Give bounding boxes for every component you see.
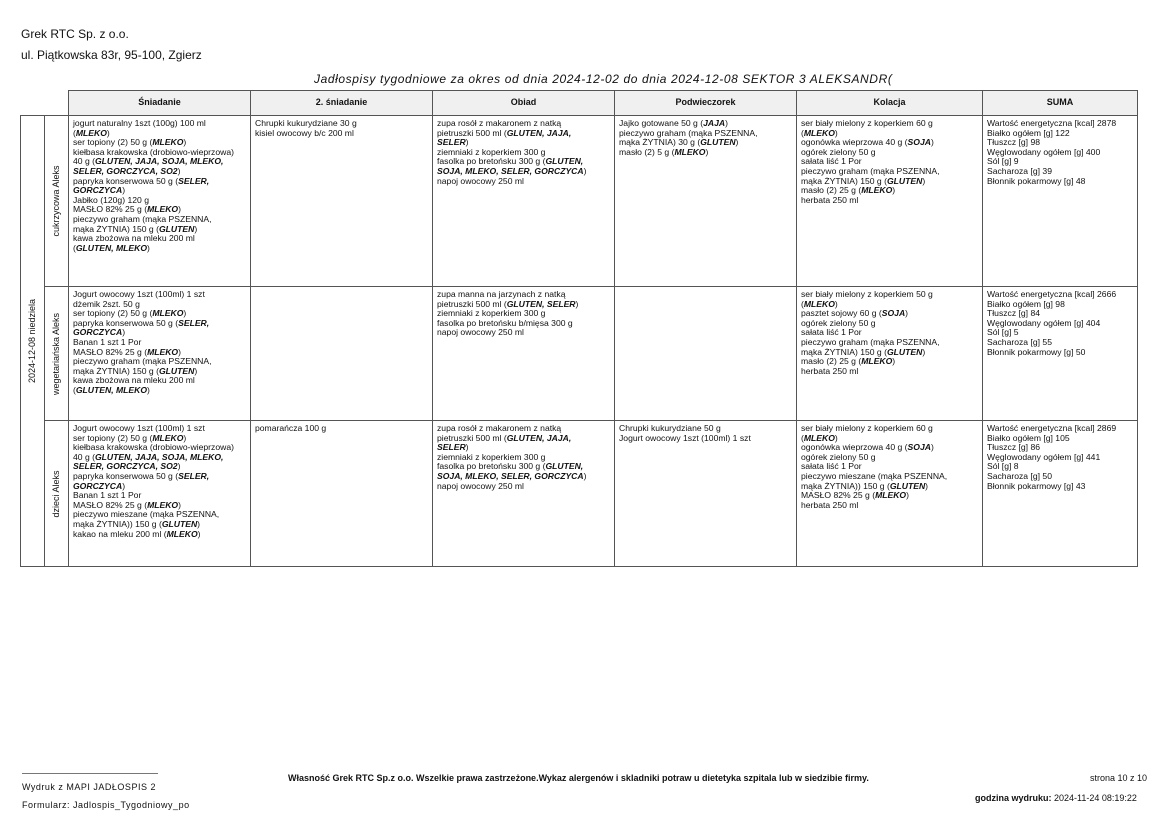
menu-line: (GLUTEN, MLEKO) xyxy=(73,384,150,395)
menu-line: ser topiony (2) 50 g (MLEKO) xyxy=(73,137,187,148)
menu-line: papryka konserwowa 50 g (SELER, xyxy=(73,317,210,328)
menu-line: SELER, GORCZYCA, SO2) xyxy=(73,461,181,472)
nutrition-line: Węglowodany ogółem [g] 404 xyxy=(987,317,1101,328)
menu-line: ziemniaki z koperkiem 300 g xyxy=(437,308,546,319)
menu-line: pieczywo graham (mąka PSZENNA, xyxy=(801,165,940,176)
menu-line: napoj owocowy 250 ml xyxy=(437,480,524,491)
company-info xyxy=(21,24,202,66)
menu-line: sałata liść 1 Por xyxy=(801,156,862,167)
company-address: ul. Piątkowska 83r, 95-100, Zgierz xyxy=(21,48,202,62)
menu-line: fasolka po bretońsku 300 g (GLUTEN, xyxy=(437,156,584,167)
obiad-cell xyxy=(433,421,615,567)
nutrition-line: Tłuszcz [g] 84 xyxy=(987,308,1041,319)
nutrition-line: Białko ogółem [g] 122 xyxy=(987,127,1070,138)
menu-line: Jogurt owocowy 1szt (100ml) 1 szt xyxy=(619,432,751,443)
menu-line: kisiel owocowy b/c 200 ml xyxy=(255,127,354,138)
column-header-kolacja: Kolacja xyxy=(797,91,983,116)
menu-line: mąka ŻYTNIA) 30 g (GLUTEN) xyxy=(619,137,739,148)
menu-line: SELER) xyxy=(437,137,469,148)
menu-table xyxy=(20,90,1138,567)
table-row xyxy=(21,116,1138,287)
menu-line: Chrupki kukurydziane 50 g xyxy=(619,423,721,433)
menu-line: masło (2) 25 g (MLEKO) xyxy=(801,185,896,196)
menu-line: pomarańcza 100 g xyxy=(255,423,327,433)
menu-line: Banan 1 szt 1 Por xyxy=(73,336,142,347)
obiad-cell xyxy=(433,287,615,421)
sniadanie2-cell xyxy=(251,116,433,287)
menu-line: Banan 1 szt 1 Por xyxy=(73,490,142,501)
menu-line: pieczywo graham (mąka PSZENNA, xyxy=(619,127,758,138)
menu-line: pietruszki 500 ml (GLUTEN, JAJA, xyxy=(437,127,572,138)
document-title: Jadłospisy tygodniowe za okres od dnia 2024-12-02 do dnia 2024-12-08 SEKTOR 3 ALEKSANDR( xyxy=(314,72,893,86)
nutrition-line: Sól [g] 5 xyxy=(987,327,1019,338)
menu-line: mąka ŻYTNIA) 150 g (GLUTEN) xyxy=(73,365,198,376)
blank-cell xyxy=(45,91,69,116)
sniadanie2-cell xyxy=(251,287,433,421)
diet-cell xyxy=(45,287,69,421)
footer-ownership: Własność Grek RTC Sp.z o.o. Wszelkie prawa zastrzeżone.Wykaz alergenów i skladniki potraw u dietetyka szpitala lub w siedzibie firmy. xyxy=(288,773,869,783)
diet-cell xyxy=(45,421,69,567)
kolacja-cell xyxy=(797,421,983,567)
table-row xyxy=(21,287,1138,421)
obiad-cell xyxy=(433,116,615,287)
menu-line: ser biały mielony z koperkiem 60 g xyxy=(801,423,933,433)
menu-line: GORCZYCA) xyxy=(73,327,126,338)
menu-line: Jogurt owocowy 1szt (100ml) 1 szt xyxy=(73,423,205,433)
blank-cell xyxy=(21,91,45,116)
menu-line: herbata 250 ml xyxy=(801,194,859,205)
menu-line: mąka ŻYTNIA) 150 g (GLUTEN) xyxy=(801,346,926,357)
menu-line: fasolka po bretońsku b/mięsa 300 g xyxy=(437,317,573,328)
menu-line: mąka ŻYTNIA)) 150 g (GLUTEN) xyxy=(801,480,929,491)
menu-line: ogonówka wieprzowa 40 g (SOJA) xyxy=(801,137,934,148)
column-header-podwieczorek: Podwieczorek xyxy=(615,91,797,116)
menu-line: Jabłko (120g) 120 g xyxy=(73,194,149,205)
menu-line: kakao na mleku 200 ml (MLEKO) xyxy=(73,528,201,539)
column-header-obiad: Obiad xyxy=(433,91,615,116)
menu-line: (MLEKO) xyxy=(801,127,838,138)
footer-form: Formularz: Jadlospis_Tygodniowy_po xyxy=(22,800,190,810)
menu-line: SOJA, MLEKO, SELER, GORCZYCA) xyxy=(437,165,587,176)
menu-line: mąka ŻYTNIA)) 150 g (GLUTEN) xyxy=(73,518,201,529)
menu-line: ogonówka wieprzowa 40 g (SOJA) xyxy=(801,442,934,453)
company-name: Grek RTC Sp. z o.o. xyxy=(21,27,129,41)
menu-line: pieczywo mieszane (mąka PSZENNA, xyxy=(73,509,220,520)
menu-line: 40 g (GLUTEN, JAJA, SOJA, MLEKO, xyxy=(73,451,224,462)
menu-line: pieczywo graham (mąka PSZENNA, xyxy=(801,336,940,347)
day-cell xyxy=(21,116,45,567)
menu-line: sałata liść 1 Por xyxy=(801,461,862,472)
menu-line: papryka konserwowa 50 g (SELER, xyxy=(73,470,210,481)
menu-line: (MLEKO) xyxy=(801,298,838,309)
nutrition-line: Wartość energetyczna [kcal] 2869 xyxy=(987,423,1117,433)
table-row xyxy=(21,421,1138,567)
menu-line: jogurt naturalny 1szt (100g) 100 ml xyxy=(73,118,206,128)
podwieczorek-cell xyxy=(615,287,797,421)
menu-line: ziemniaki z koperkiem 300 g xyxy=(437,146,546,157)
menu-line: kawa zbożowa na mleku 200 ml xyxy=(73,233,195,244)
menu-line: pietruszki 500 ml (GLUTEN, SELER) xyxy=(437,298,579,309)
menu-line: herbata 250 ml xyxy=(801,499,859,510)
nutrition-line: Sacharoza [g] 50 xyxy=(987,470,1052,481)
menu-line: zupa rosół z makaronem z natką xyxy=(437,423,562,433)
menu-line: (GLUTEN, MLEKO) xyxy=(73,242,150,253)
footer-print-time xyxy=(975,793,1137,803)
menu-line: GORCZYCA) xyxy=(73,480,126,491)
nutrition-line: Białko ogółem [g] 98 xyxy=(987,298,1065,309)
menu-line: (MLEKO) xyxy=(801,432,838,443)
column-header-suma: SUMA xyxy=(983,91,1138,116)
menu-line: zupa rosół z makaronem z natką xyxy=(437,118,562,128)
menu-line: Jajko gotowane 50 g (JAJA) xyxy=(619,118,728,128)
footer-printout: Wydruk z MAPI JADŁOSPIS 2 xyxy=(22,782,156,792)
footer-page-number: strona 10 z 10 xyxy=(1090,773,1148,783)
menu-line: napoj owocowy 250 ml xyxy=(437,327,524,338)
menu-line: Chrupki kukurydziane 30 g xyxy=(255,118,357,128)
menu-line: ziemniaki z koperkiem 300 g xyxy=(437,451,546,462)
menu-line: masło (2) 5 g (MLEKO) xyxy=(619,146,709,157)
menu-line: napoj owocowy 250 ml xyxy=(437,175,524,186)
menu-line: MASŁO 82% 25 g (MLEKO) xyxy=(73,346,181,357)
podwieczorek-cell xyxy=(615,421,797,567)
menu-line: sałata liść 1 Por xyxy=(801,327,862,338)
menu-line: pasztet sojowy 60 g (SOJA) xyxy=(801,308,909,319)
suma-cell xyxy=(983,116,1138,287)
day-label: 2024-12-08 niedziela xyxy=(26,298,37,384)
nutrition-line: Białko ogółem [g] 105 xyxy=(987,432,1070,443)
nutrition-line: Wartość energetyczna [kcal] 2878 xyxy=(987,118,1117,128)
menu-line: kiełbasa krakowska (drobiowo-wieprzowa) xyxy=(73,146,234,157)
menu-line: ser biały mielony z koperkiem 60 g xyxy=(801,118,933,128)
menu-line: zupa manna na jarzynach z natką xyxy=(437,289,566,299)
menu-line: pietruszki 500 ml (GLUTEN, JAJA, xyxy=(437,432,572,443)
kolacja-cell xyxy=(797,287,983,421)
menu-line: herbata 250 ml xyxy=(801,365,859,376)
header-row xyxy=(21,91,1138,116)
menu-line: GORCZYCA) xyxy=(73,185,126,196)
menu-line: 40 g (GLUTEN, JAJA, SOJA, MLEKO, xyxy=(73,156,224,167)
footer-divider xyxy=(22,773,158,774)
menu-line: kawa zbożowa na mleku 200 ml xyxy=(73,375,195,386)
column-header-sniadanie2: 2. śniadanie xyxy=(251,91,433,116)
menu-line: SELER, GORCZYCA, SO2) xyxy=(73,165,181,176)
menu-line: kiełbasa krakowska (drobiowo-wieprzowa) xyxy=(73,442,234,453)
menu-line: papryka konserwowa 50 g (SELER, xyxy=(73,175,210,186)
menu-line: MASŁO 82% 25 g (MLEKO) xyxy=(801,490,909,501)
nutrition-line: Błonnik pokarmowy [g] 48 xyxy=(987,175,1086,186)
menu-line: ogórek zielony 50 g xyxy=(801,317,876,328)
nutrition-line: Węglowodany ogółem [g] 441 xyxy=(987,451,1101,462)
nutrition-line: Sól [g] 9 xyxy=(987,156,1019,167)
menu-line: ser biały mielony z koperkiem 50 g xyxy=(801,289,933,299)
menu-line: SELER) xyxy=(437,442,469,453)
menu-line: masło (2) 25 g (MLEKO) xyxy=(801,356,896,367)
menu-line: Jogurt owocowy 1szt (100ml) 1 szt xyxy=(73,289,205,299)
diet-cell xyxy=(45,116,69,287)
menu-line: MASŁO 82% 25 g (MLEKO) xyxy=(73,499,181,510)
column-header-sniadanie: Śniadanie xyxy=(69,91,251,116)
diet-label: dzieci Aleks xyxy=(50,469,61,518)
menu-line: ogórek zielony 50 g xyxy=(801,146,876,157)
menu-line: MASŁO 82% 25 g (MLEKO) xyxy=(73,204,181,215)
footer-left xyxy=(22,773,202,814)
nutrition-line: Tłuszcz [g] 98 xyxy=(987,137,1041,148)
nutrition-line: Sacharoza [g] 55 xyxy=(987,336,1052,347)
nutrition-line: Sacharoza [g] 39 xyxy=(987,165,1052,176)
suma-cell xyxy=(983,421,1138,567)
menu-line: ogórek zielony 50 g xyxy=(801,451,876,462)
menu-line: ser topiony (2) 50 g (MLEKO) xyxy=(73,308,187,319)
menu-line: SOJA, MLEKO, SELER, GORCZYCA) xyxy=(437,470,587,481)
print-time-value: 2024-11-24 08:19:22 xyxy=(1054,793,1137,803)
sniadanie-cell xyxy=(69,116,251,287)
sniadanie-cell xyxy=(69,287,251,421)
diet-label: wegetariańska Aleks xyxy=(50,312,61,395)
nutrition-line: Węglowodany ogółem [g] 400 xyxy=(987,146,1101,157)
menu-line: fasolka po bretońsku 300 g (GLUTEN, xyxy=(437,461,584,472)
nutrition-line: Wartość energetyczna [kcal] 2666 xyxy=(987,289,1117,299)
suma-cell xyxy=(983,287,1138,421)
nutrition-line: Sól [g] 8 xyxy=(987,461,1019,472)
menu-line: ser topiony (2) 50 g (MLEKO) xyxy=(73,432,187,443)
nutrition-line: Tłuszcz [g] 86 xyxy=(987,442,1041,453)
menu-line: mąka ŻYTNIA) 150 g (GLUTEN) xyxy=(73,223,198,234)
nutrition-line: Błonnik pokarmowy [g] 43 xyxy=(987,480,1086,491)
menu-line: pieczywo graham (mąka PSZENNA, xyxy=(73,213,212,224)
diet-label: cukrzycowa Aleks xyxy=(50,165,61,237)
menu-line: (MLEKO) xyxy=(73,127,110,138)
print-time-label: godzina wydruku: xyxy=(975,793,1052,803)
menu-line: pieczywo graham (mąka PSZENNA, xyxy=(73,356,212,367)
sniadanie2-cell xyxy=(251,421,433,567)
menu-line: pieczywo mieszane (mąka PSZENNA, xyxy=(801,470,948,481)
nutrition-line: Błonnik pokarmowy [g] 50 xyxy=(987,346,1086,357)
menu-line: mąka ŻYTNIA) 150 g (GLUTEN) xyxy=(801,175,926,186)
kolacja-cell xyxy=(797,116,983,287)
podwieczorek-cell xyxy=(615,116,797,287)
sniadanie-cell xyxy=(69,421,251,567)
menu-line: dżemik 2szt. 50 g xyxy=(73,298,140,309)
